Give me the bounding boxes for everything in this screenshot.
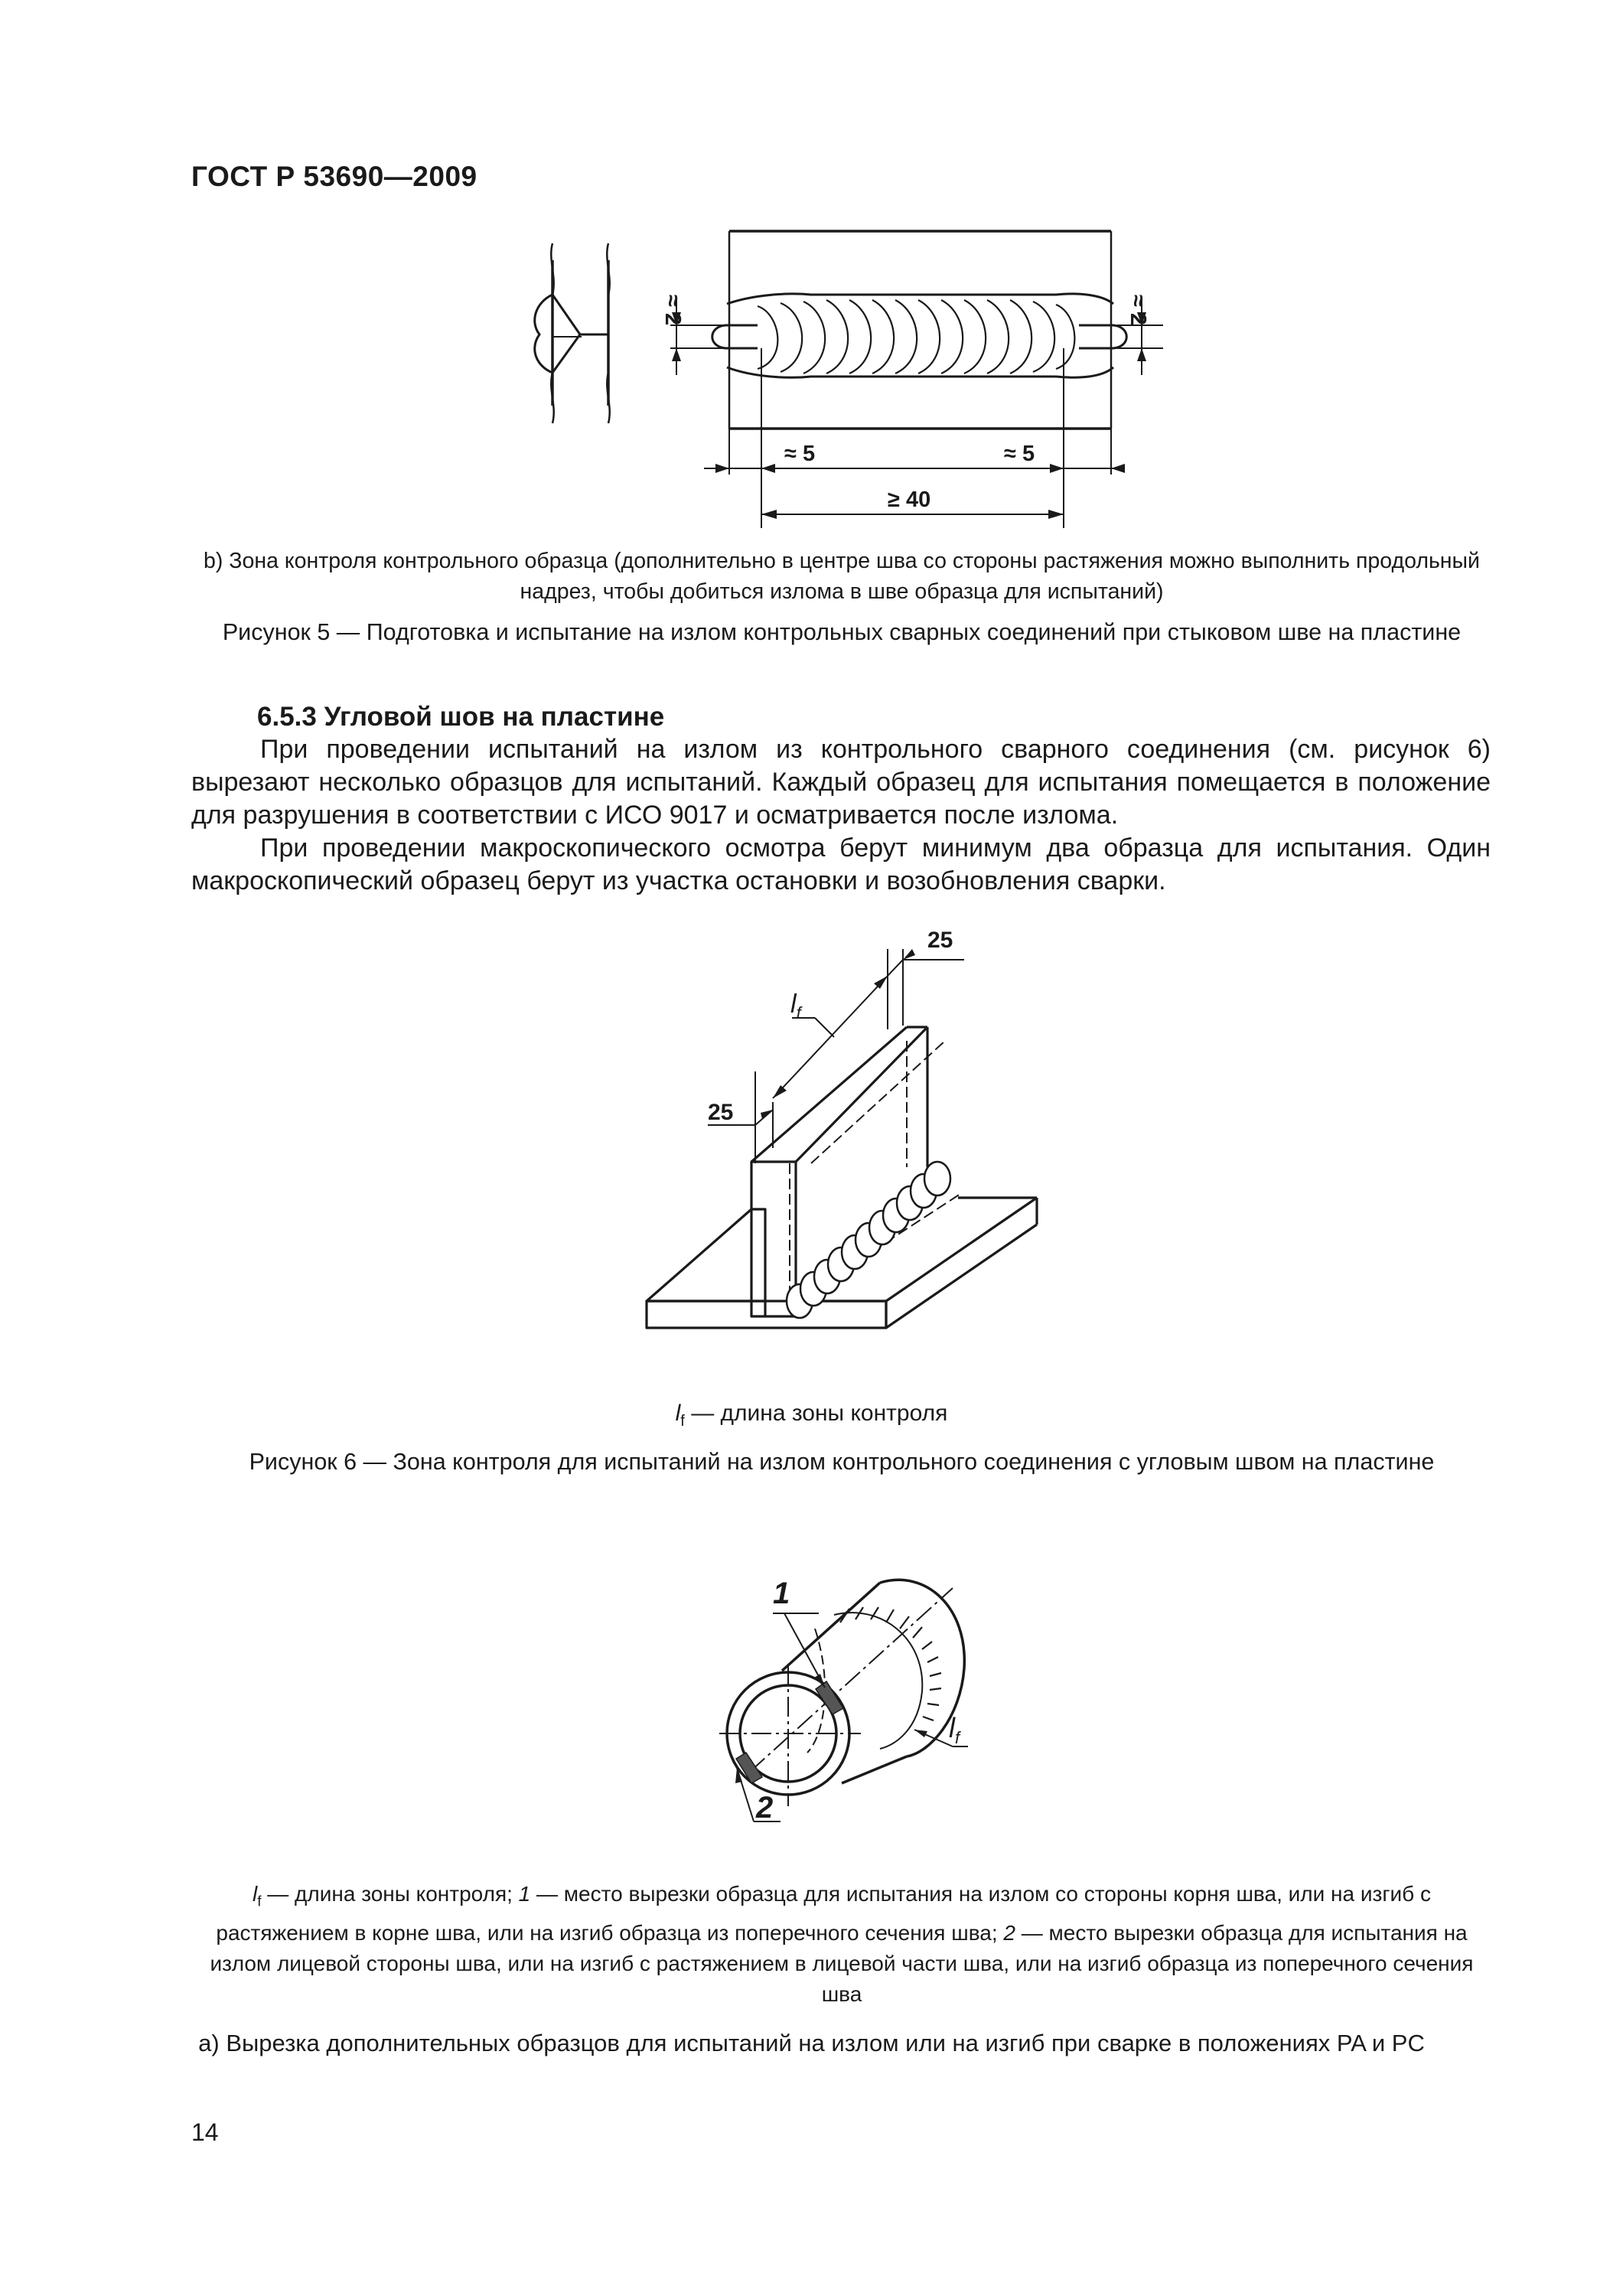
fig6-dim-top: 25	[927, 928, 953, 953]
paragraph-2: При проведении макроскопического осмотра берут минимум два образца для испытания. Один макроскопический образец берут из участка остановки и возобновления сварки.	[191, 833, 1491, 895]
page-number: 14	[191, 2118, 219, 2146]
figure5-drawing	[0, 0, 1623, 551]
section-heading: 6.5.3 Угловой шов на пластине	[257, 702, 665, 732]
dim-approx5-right: ≈ 5	[1004, 442, 1035, 466]
section-body	[191, 733, 1491, 898]
dim-min40: ≥ 40	[888, 488, 931, 512]
figure6-drawing	[0, 911, 1623, 1339]
dim-approx5-left: ≈ 5	[784, 442, 816, 466]
figure5-caption: Рисунок 5 — Подготовка и испытание на излом контрольных сварных соединений при стыковом шве на пластине	[222, 619, 1462, 645]
fig6-dim-left: 25	[708, 1100, 734, 1125]
figure6-legend: $l_f$ — длина зоны контроля	[675, 1401, 948, 1430]
fig7-label-1: 1	[773, 1577, 790, 1610]
fig6-lf-label: $l_f$	[790, 990, 801, 1022]
figure5-subcaption: b) Зона контроля контрольного образца (дополнительно в центре шва со стороны растяжения можно выполнить продольный надрез, чтобы добиться излома в шве образца для испытаний)	[204, 549, 1480, 604]
paragraph-1: При проведении испытаний на излом из контрольного сварного соединения (см. рисунок 6) вырезают несколько образцов для испытаний. Каждый образец для испытания помещается в положение для разрушения в соответствии с ИСО 9017 и осматривается после излома.	[191, 735, 1491, 830]
figure7-subcaption: a) Вырезка дополнительных образцов для испытаний на излом или на изгиб при сварке в положениях PA и PC	[198, 2030, 1425, 2056]
fig7-label-2: 2	[756, 1791, 774, 1825]
figure7-drawing	[0, 1546, 1623, 1860]
figure7-legend: $l_f$ — длина зоны контроля; 1 — место вырезки образца для испытания на излом со стороны корня шва, или на изгиб с растяжением в корне шва, или на изгиб образца из поперечного сечения шва; 2 — место вырезки образца для испытания на излом лицевой стороны шва, или на изгиб с растяжением в лицевой части шва, или на изгиб образца из поперечного сечения шва	[210, 1882, 1474, 2006]
dim-approx2-right: ≈ 2	[1126, 295, 1150, 326]
dim-approx2-left: ≈ 2	[660, 295, 685, 326]
fig7-lf-label: $l_f$	[949, 1712, 960, 1747]
document-header: ГОСТ Р 53690—2009	[191, 161, 477, 192]
figure6-caption: Рисунок 6 — Зона контроля для испытаний на излом контрольного соединения с угловым швом на пластине	[249, 1449, 1435, 1475]
